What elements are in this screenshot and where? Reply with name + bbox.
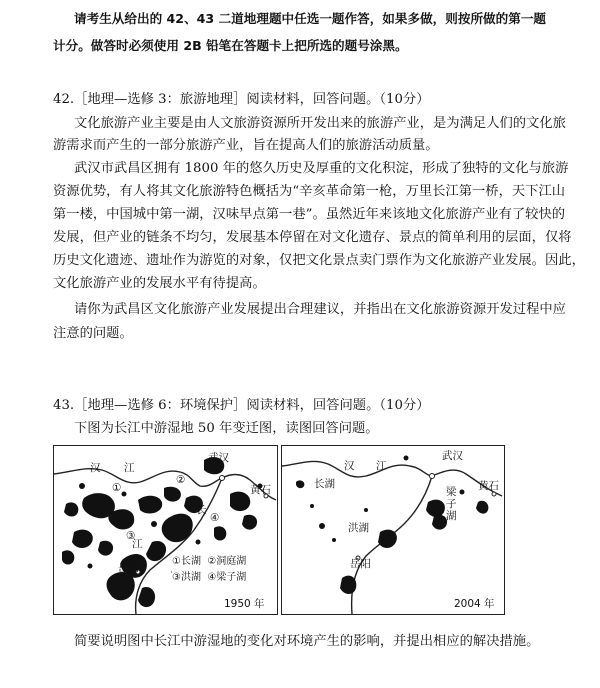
- q42-para1-line: 游需求而产生的一部分旅游产业，旨在提高人们的旅游活动质量。: [53, 138, 439, 153]
- map-2004: [281, 445, 505, 615]
- map1950-label-jiang-mid: 江: [132, 538, 143, 550]
- legend-item-1: ①长湖: [172, 556, 201, 567]
- map1950-marker-3: ③: [126, 530, 136, 542]
- map1950-label-jiang: 江: [124, 462, 135, 474]
- q43-intro: 下图为长江中游湿地 50 年变迁图，读图回答问题。: [74, 421, 379, 436]
- q42-header: 42.［地理—选修 3：旅游地理］阅读材料，回答问题。（10分）: [53, 92, 430, 107]
- map1950-legend: [172, 554, 246, 586]
- q42-para2-line: 历史文化遗迹、遗址作为游览的对象，仅把文化景点卖门票作为文化旅游产业发展。因此，: [53, 253, 585, 268]
- q42-para2-line: 资源优势，有人将其文化旅游特色概括为“辛亥革命第一枪，万里长江第一桥，天下江山: [53, 184, 566, 199]
- map1950-marker-2: ②: [176, 474, 186, 486]
- map2004-label-huangshi: 黄石: [478, 480, 499, 492]
- legend-item-3: ③洪湖: [172, 572, 201, 583]
- map1950-marker-1: ①: [112, 482, 122, 494]
- q43-header: 43.［地理—选修 6：环境保护］阅读材料，回答问题。（10分）: [53, 398, 430, 413]
- map2004-label-yueyang: 岳阳: [350, 558, 371, 570]
- map2004-label-changhu: 长湖: [314, 478, 335, 490]
- map1950-label-huangshi: 黄石: [250, 484, 271, 496]
- map1950-marker-4: ④: [210, 512, 220, 524]
- q42-para2-line: 第一楼，中国城中第一湖，汉味早点第一巷”。虽然近年来该地文化旅游产业有了较快的: [53, 207, 566, 222]
- map2004-label-liangzihu: 梁子湖: [446, 486, 457, 522]
- q42-para1-line: 文化旅游产业主要是由人文旅游资源所开发出来的旅游产业，是为满足人们的文化旅: [74, 116, 566, 131]
- q42-para2-line: 武汉市武昌区拥有 1800 年的悠久历史及厚重的文化积淀，形成了独特的文化与旅游: [74, 161, 569, 176]
- q42-question-line: 注意的问题。: [53, 326, 133, 341]
- q42-para2-line: 发展，但产业的链条不均匀，发展基本停留在对文化遗存、景点的简单利用的层面，仅将: [53, 230, 572, 245]
- instruction-line-2: 计分。做答时必须使用 2B 铅笔在答题卡上把所选的题号涂黑。: [53, 38, 408, 53]
- map1950-label-han: 汉: [90, 462, 101, 474]
- legend-item-2: ②洞庭湖: [207, 556, 247, 567]
- map-1950-drawing: [54, 446, 277, 614]
- map-2004-drawing: [282, 446, 504, 614]
- instruction-line-1: 请考生从给出的 42、43 二道地理题中任选一题作答，如果多做，则按所做的第一题: [74, 11, 547, 26]
- q43-question: 简要说明图中长江中游湿地的变化对环境产生的影响，并提出相应的解决措施。: [74, 634, 540, 649]
- map1950-label-wuhan: 武汉: [208, 452, 229, 464]
- map2004-label-wuhan: 武汉: [442, 450, 463, 462]
- map2004-label-han: 汉: [344, 460, 355, 472]
- map2004-label-honghu: 洪湖: [348, 522, 369, 534]
- map1950-label-chang: 长: [196, 504, 207, 516]
- map2004-label-jiang: 江: [376, 460, 387, 472]
- map2004-year: 2004 年: [454, 598, 495, 610]
- map-1950: [53, 445, 278, 615]
- q42-question-line: 请你为武昌区文化旅游产业发展提出合理建议，并指出在文化旅游资源开发过程中应: [74, 302, 566, 317]
- map1950-label-yueyang: 岳阳: [118, 562, 139, 574]
- q42-para2-line: 文化旅游产业的发展水平有待提高。: [53, 276, 266, 291]
- legend-item-4: ④梁子湖: [207, 572, 247, 583]
- map1950-year: 1950 年: [224, 598, 265, 610]
